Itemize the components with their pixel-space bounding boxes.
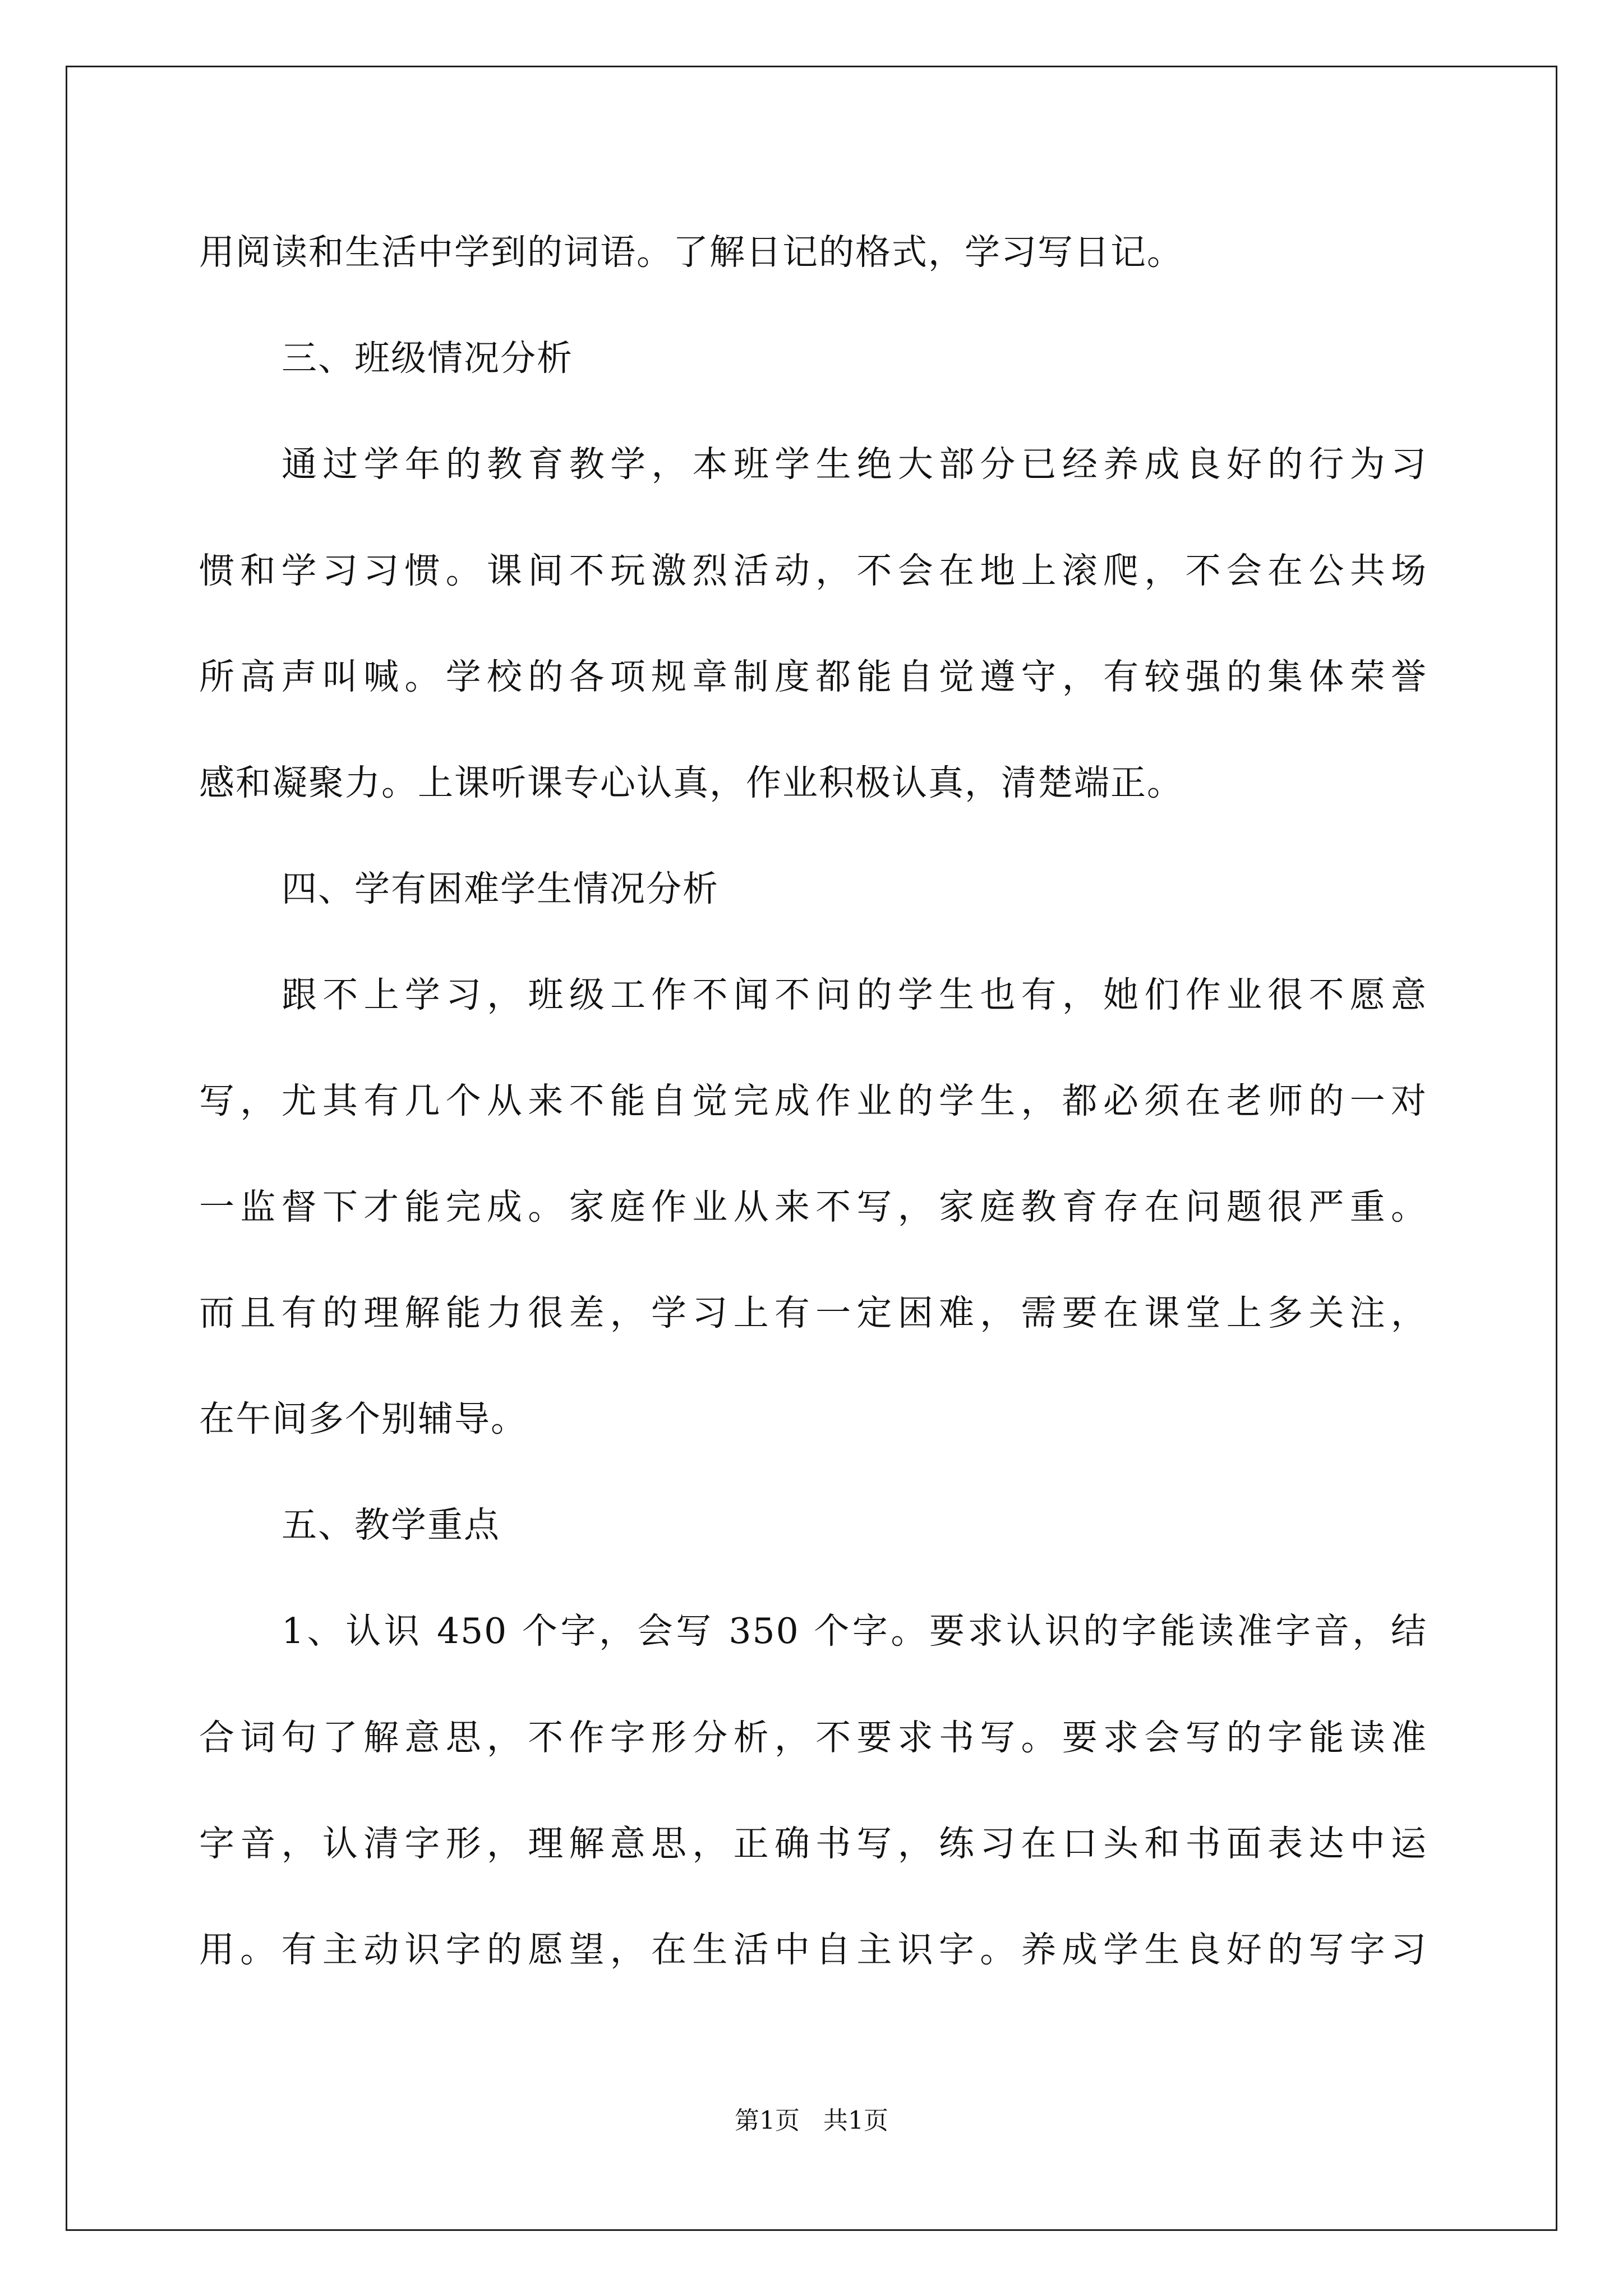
paragraph-line: 1、认识 450 个字，会写 350 个字。要求认识的字能读准字音，结 (282, 1611, 1427, 1651)
section-heading: 三、班级情况分析 (282, 338, 573, 379)
paragraph-line: 用阅读和生活中学到的词语。了解日记的格式，学习写日记。 (199, 232, 1183, 273)
paragraph-line: 合词句了解意思，不作字形分析，不要求书写。要求会写的字能读准 (199, 1717, 1427, 1758)
paragraph-line: 而且有的理解能力很差，学习上有一定困难，需要在课堂上多关注， (199, 1292, 1427, 1333)
page-border (66, 66, 1557, 2231)
page-footer: 第1页 共1页 (735, 2106, 888, 2135)
paragraph-line: 在午间多个别辅导。 (199, 1398, 527, 1439)
paragraph-line: 感和凝聚力。上课听课专心认真，作业积极认真，清楚端正。 (199, 762, 1183, 803)
paragraph-line: 所高声叫喊。学校的各项规章制度都能自觉遵守，有较强的集体荣誉 (199, 656, 1427, 697)
paragraph-line: 惯和学习习惯。课间不玩激烈活动，不会在地上滚爬，不会在公共场 (199, 550, 1427, 591)
paragraph-line: 一监督下才能完成。家庭作业从来不写，家庭教育存在问题很严重。 (199, 1186, 1427, 1227)
paragraph-line: 跟不上学习，班级工作不闻不问的学生也有，她们作业很不愿意 (282, 974, 1427, 1015)
paragraph-line: 写，尤其有几个从来不能自觉完成作业的学生，都必须在老师的一对 (199, 1080, 1427, 1121)
section-heading: 五、教学重点 (282, 1504, 500, 1545)
section-heading: 四、学有困难学生情况分析 (282, 868, 719, 909)
paragraph-line: 通过学年的教育教学，本班学生绝大部分已经养成良好的行为习 (282, 444, 1427, 485)
paragraph-line: 用。有主动识字的愿望，在生活中自主识字。养成学生良好的写字习 (199, 1929, 1427, 1970)
paragraph-line: 字音，认清字形，理解意思，正确书写，练习在口头和书面表达中运 (199, 1823, 1427, 1864)
